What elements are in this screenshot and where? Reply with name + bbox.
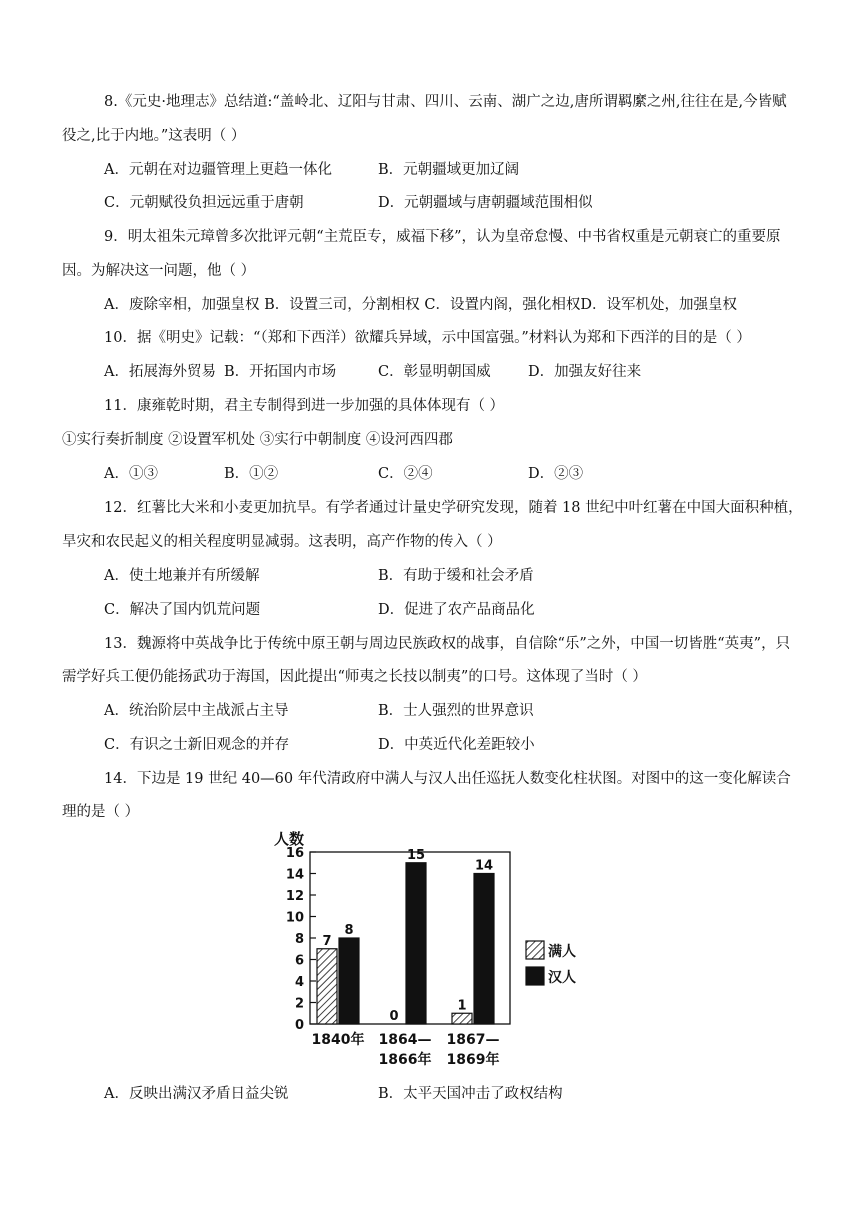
q10-option-a: A．拓展海外贸易 (104, 364, 216, 380)
q8-option-a: A．元朝在对边疆管理上更趋一体化 (104, 162, 332, 178)
data-label: 15 (406, 847, 426, 863)
x-tick-label: 1867— (446, 1032, 500, 1048)
q11-stem: 11．康雍乾时期，君主专制得到进一步加强的具体体现有（ ） (104, 398, 505, 414)
bar-han (474, 874, 494, 1025)
q13-option-b: B．士人强烈的世界意识 (378, 703, 534, 719)
legend-swatch (526, 967, 544, 985)
x-tick-label: 1866年 (378, 1052, 432, 1068)
q10-option-c: C．彰显明朝国威 (378, 364, 491, 380)
q14-option-a: A．反映出满汉矛盾日益尖锐 (104, 1086, 289, 1102)
y-axis-label: 人数 (274, 830, 305, 848)
y-tick-label: 0 (294, 1018, 304, 1033)
q12-option-b: B．有助于缓和社会矛盾 (378, 568, 534, 584)
y-tick-label: 10 (285, 910, 304, 926)
data-label: 7 (322, 933, 332, 949)
bar-han (339, 938, 359, 1024)
legend-label: 满人 (548, 944, 576, 960)
data-label: 14 (474, 858, 494, 874)
q12-stem-line2: 旱灾和农民起义的相关程度明显减弱。这表明，高产作物的传入（ ） (62, 534, 502, 550)
q13-option-a: A．统治阶层中主战派占主导 (104, 703, 289, 719)
q13-stem-line2: 需学好兵工便仍能扬武功于海国，因此提出“师夷之长技以制夷”的口号。这体现了当时（ ） (62, 669, 647, 685)
q8-option-c: C．元朝赋役负担远远重于唐朝 (104, 195, 304, 211)
q8-stem-line1: 8.《元史·地理志》总结道:“盖岭北、辽阳与甘肃、四川、云南、湖广之边,唐所谓羁縻之州,往往在是,今皆赋 (104, 94, 787, 110)
q12-option-c: C．解决了国内饥荒问题 (104, 602, 261, 618)
y-tick-label: 4 (294, 975, 304, 990)
q13-option-c: C．有识之士新旧观念的并存 (104, 737, 290, 753)
y-tick-label: 12 (285, 889, 304, 904)
q8-stem-line2: 役之,比于内地。”这表明（ ） (62, 128, 246, 144)
x-tick-label: 1840年 (311, 1032, 365, 1048)
q10-option-d: D．加强友好往来 (528, 364, 642, 380)
q8-option-b: B．元朝疆域更加辽阔 (378, 162, 520, 178)
bar-chart-svg (268, 826, 598, 1076)
q13-option-d: D．中英近代化差距较小 (378, 737, 535, 753)
q12-option-a: A．使土地兼并有所缓解 (104, 568, 260, 584)
y-tick-label: 8 (294, 932, 304, 947)
legend-swatch (526, 941, 544, 959)
q11-option-d: D．②③ (528, 466, 584, 482)
q14-stem-line1: 14．下边是 19 世纪 40—60 年代清政府中满人与汉人出任巡抚人数变化柱状图。对图中的这一变化解读合 (104, 771, 791, 787)
x-tick-label: 1864— (378, 1032, 432, 1048)
data-label: 0 (389, 1009, 399, 1024)
q9-stem-line2: 因。为解决这一问题，他（ ） (62, 263, 256, 279)
bar-manchu (452, 1013, 472, 1024)
q14-bar-chart (268, 826, 598, 1076)
q9-options: A．废除宰相，加强皇权 B．设置三司，分割相权 C．设置内阁，强化相权D．设军机处，加强皇权 (104, 297, 738, 313)
q9-stem-line1: 9．明太祖朱元璋曾多次批评元朝“主荒臣专，威福下移”，认为皇帝怠慢、中书省权重是元朝衰亡的重要原 (104, 229, 781, 245)
q14-stem-line2: 理的是（ ） (62, 804, 140, 820)
y-tick-label: 16 (285, 846, 304, 861)
q14-option-b: B．太平天国冲击了政权结构 (378, 1086, 563, 1102)
q8-option-d: D．元朝疆域与唐朝疆域范围相似 (378, 195, 593, 211)
bar-manchu (317, 949, 337, 1024)
legend-label: 汉人 (548, 970, 576, 986)
y-tick-label: 2 (294, 996, 304, 1012)
q12-option-d: D．促进了农产品商品化 (378, 602, 535, 618)
data-label: 8 (344, 923, 354, 938)
bar-han (406, 863, 426, 1024)
q11-option-b: B．①② (224, 466, 279, 482)
q10-stem: 10．据《明史》记载：“（郑和下西洋）欲耀兵异域，示中国富强。”材料认为郑和下西洋的目的是（ ） (104, 330, 751, 346)
q11-statements: ①实行奏折制度 ②设置军机处 ③实行中朝制度 ④设河西四郡 (62, 432, 453, 448)
data-label: 1 (457, 998, 467, 1014)
y-tick-label: 14 (285, 867, 304, 883)
q11-option-a: A．①③ (104, 466, 158, 482)
q11-option-c: C．②④ (378, 466, 433, 482)
x-tick-label: 1869年 (446, 1052, 500, 1068)
y-tick-label: 6 (294, 953, 304, 969)
q13-stem-line1: 13．魏源将中英战争比于传统中原王朝与周边民族政权的战事，自信除“乐”之外，中国一切皆胜“英夷”，只 (104, 636, 791, 652)
q10-option-b: B．开拓国内市场 (224, 364, 337, 380)
q12-stem-line1: 12．红薯比大米和小麦更加抗旱。有学者通过计量史学研究发现，随着 18 世纪中叶红薯在中国大面积种植， (104, 500, 803, 516)
